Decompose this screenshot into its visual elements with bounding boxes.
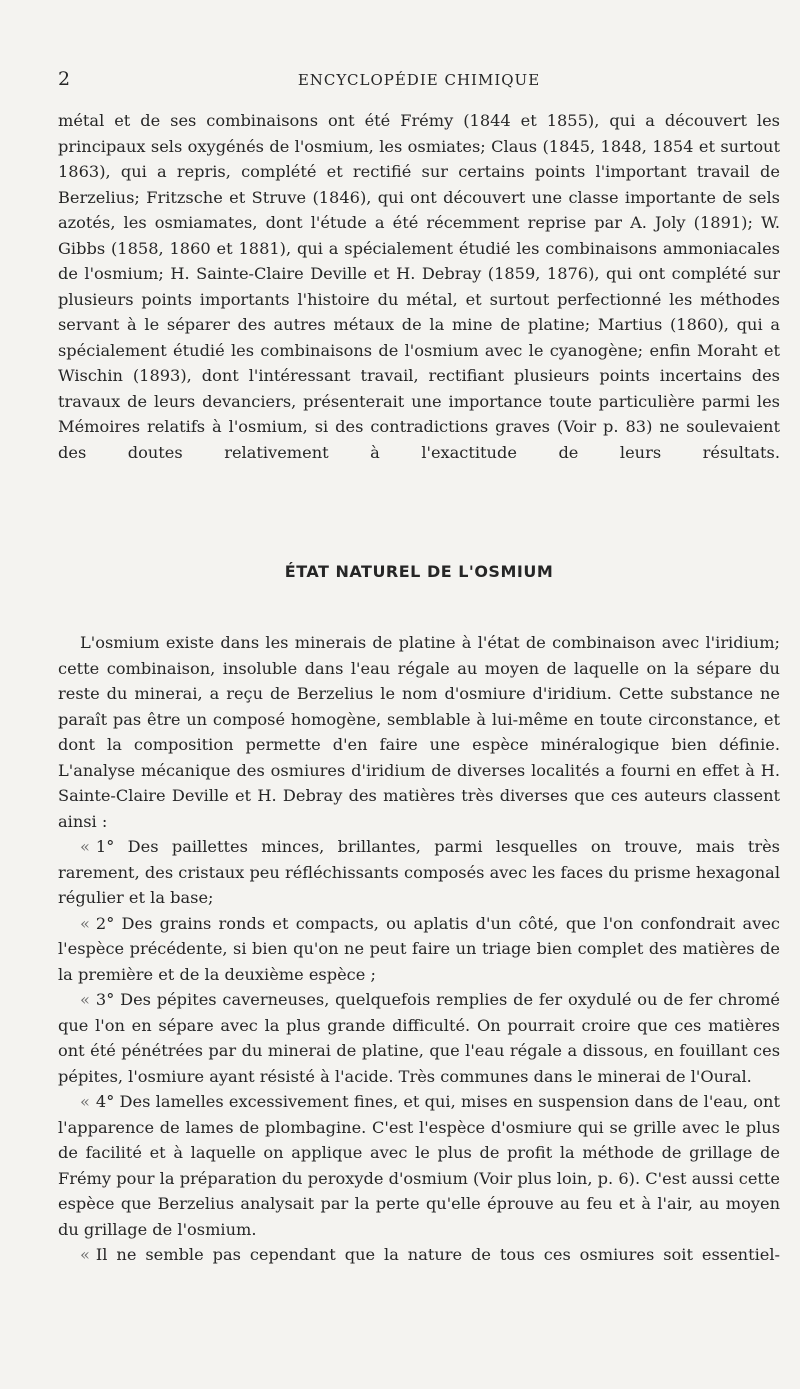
intro-paragraph: métal et de ses combinaisons ont été Frémy (1844 et 1855), qui a découvert les principaux sels oxygénés de l'osmium, les osmiates; Claus (1845, 1848, 1854 et surtout 1863), qui a repris, complété et rectifié sur certains points l'important travail de Berzelius; Fritzsche et Struve (1846), qui ont découvert une classe importante de sels azotés, les osmiamates, dont l'étude a été récemment reprise par A. Joly (1891); W. Gibbs (1858, 1860 et 1881), qui a spécialement étudié les combinaisons ammoniacales de l'osmium; H. Sainte-Claire Deville et H. Debray (1859, 1876), qui ont complété sur plusieurs points importants l'histoire du métal, et surtout perfectionné les méthodes servant à le séparer des autres métaux de la mine de platine; Martius (1860), qui a spécialement étudié les combinaisons de l'osmium avec le cyanogène; enfin Moraht et Wischin (1893), dont l'intéressant travail, rectifiant plusieurs points incertains des travaux de leurs devanciers, présenterait une importance toute particulière parmi les Mémoires relatifs à l'osmium, si des contradictions graves (Voir p. 83) ne soulevaient des doutes relativement à l'exactitude de leurs résultats. [58, 111, 780, 462]
quote-item-5: « Il ne semble pas cependant que la nature de tous ces osmiures soit essentiel- [58, 1242, 780, 1268]
quote-item-4: « 4° Des lamelles excessivement fines, et qui, mises en suspension dans de l'eau, ont l'apparence de lames de plombagine. C'est l'espèce d'osmiure qui se grille avec le plus de facilité et à laquelle on applique avec le plus de profit la méthode de grillage de Frémy pour la préparation du peroxyde d'osmium (Voir plus loin, p. 6). C'est aussi cette espèce que Berzelius analysait par la perte qu'elle éprouve au feu et à l'air, au moyen du grillage de l'osmium. [58, 1089, 780, 1242]
section-title: ÉTAT NATUREL DE L'OSMIUM [284, 562, 554, 581]
quote-item-2: « 2° Des grains ronds et compacts, ou aplatis d'un côté, que l'on confondrait avec l'espèce précédente, si bien qu'on ne peut faire un triage bien complet des matières de la première et de la deuxième espèce ; [58, 911, 780, 988]
running-head: ENCYCLOPÉDIE CHIMIQUE [297, 71, 541, 89]
main-section [58, 630, 780, 1268]
quote-item-1: « 1° Des paillettes minces, brillantes, parmi lesquelles on trouve, mais très rarement, des cristaux peu réfléchissants composés avec les faces du prisme hexagonal régulier et la base; [58, 834, 780, 911]
page-number: 2 [58, 68, 71, 90]
paragraph-osmium-natural-state: L'osmium existe dans les minerais de platine à l'état de combinaison avec l'iridium; cette combinaison, insoluble dans l'eau régale au moyen de laquelle on la sépare du reste du minerai, a reçu de Berzelius le nom d'osmiure d'iridium. Cette substance ne paraît pas être un composé homogène, semblable à lui-même en toute circonstance, et dont la composition permette d'en faire une espèce minéralogique bien définie. L'analyse mécanique des osmiures d'iridium de diverses localités a fourni en effet à H. Sainte-Claire Deville et H. Debray des matières très diverses que ces auteurs classent ainsi : [58, 633, 780, 831]
page-header [58, 68, 780, 98]
intro-section [58, 108, 780, 465]
quote-item-3: « 3° Des pépites caverneuses, quelquefois remplies de fer oxydulé ou de fer chromé que l'on en sépare avec la plus grande difficulté. On pourrait croire que ces matières ont été pénétrées par du minerai de platine, que l'eau régale a dissous, en fouillant ces pépites, l'osmiure ayant résisté à l'acide. Très communes dans le minerai de l'Oural. [58, 987, 780, 1089]
